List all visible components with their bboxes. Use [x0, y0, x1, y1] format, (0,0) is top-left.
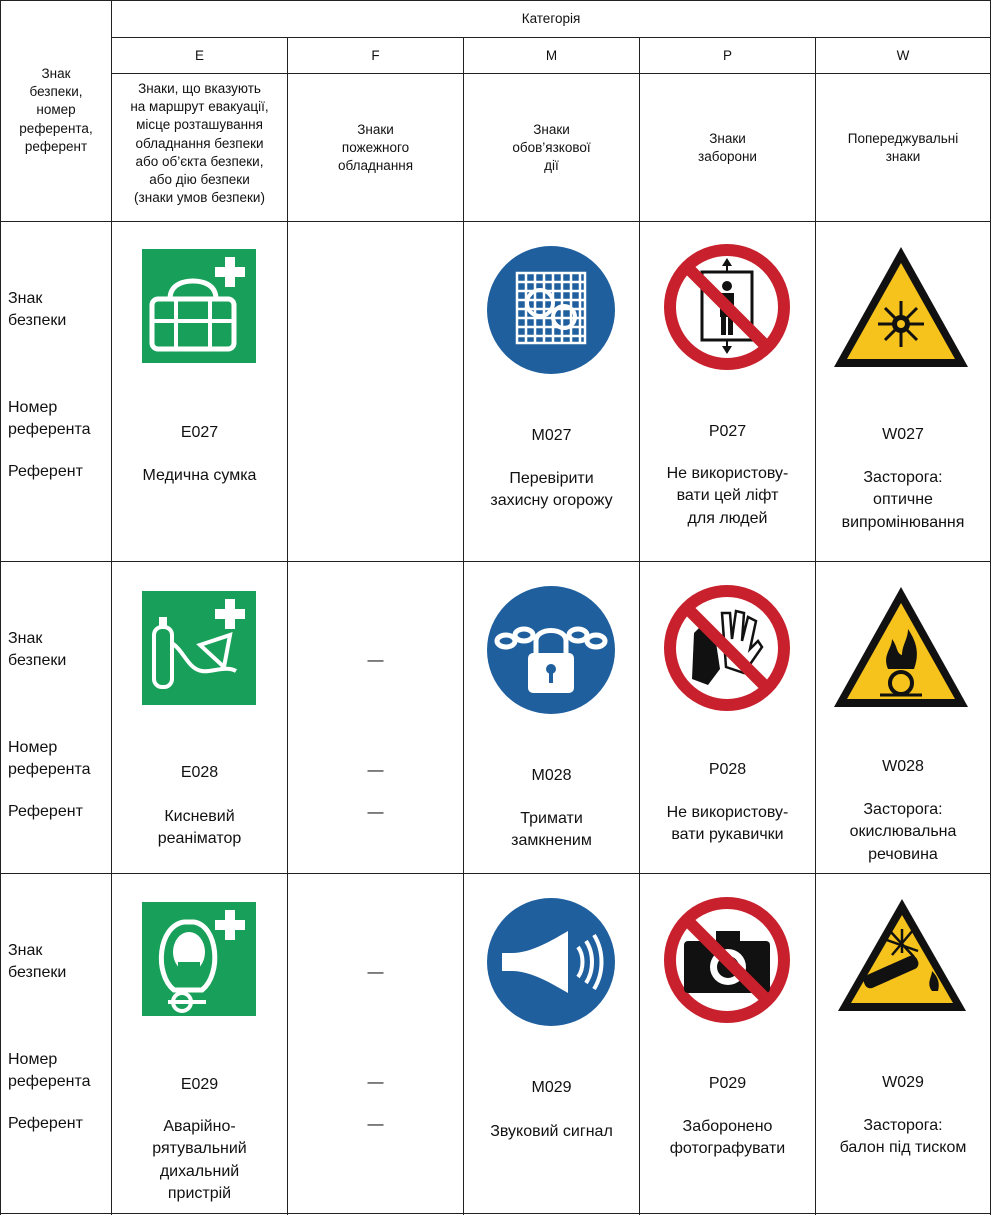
code-e029: E029 [180, 1076, 219, 1093]
border-bottom [0, 1213, 991, 1214]
code-w028: W028 [882, 758, 924, 775]
col-desc-w: Попереджувальні знаки [847, 131, 959, 165]
referent-w029: Засторога: балон під тиском [839, 1117, 967, 1157]
referent-p027: Не використову- вати цей ліфт для людей [666, 465, 789, 527]
first-col-header: Знак безпеки, номер референта, референт [19, 66, 93, 154]
code-m027: M027 [531, 427, 572, 444]
oxygen-resuscitator-icon [138, 585, 260, 710]
code-p027: P027 [708, 423, 747, 440]
f-dash-number-row2: — [367, 762, 384, 779]
border-top [0, 0, 991, 1]
code-e028: E028 [180, 764, 219, 781]
row3-label-number: Номер референта [8, 1051, 91, 1091]
referent-e028: Кисневий реаніматор [157, 808, 242, 848]
referent-e029: Аварійно- рятувальний дихальний пристрій [152, 1118, 247, 1203]
col-code-m: M [545, 48, 558, 63]
border-right [990, 0, 991, 1215]
check-guard-icon [484, 243, 618, 377]
code-w029: W029 [882, 1074, 924, 1091]
row-divider [111, 73, 991, 74]
f-dash-referent-row2: — [367, 804, 384, 821]
code-p028: P028 [708, 761, 747, 778]
no-lift-icon [662, 242, 792, 372]
oxidizing-icon [830, 583, 972, 713]
row-divider [0, 561, 991, 562]
row1-label-number: Номер референта [8, 399, 91, 439]
col-divider [815, 37, 816, 1215]
row1-label-referent: Референт [8, 463, 83, 480]
escape-breathing-icon [138, 896, 260, 1021]
code-p029: P029 [708, 1075, 747, 1092]
referent-m027: Перевірити захисну огорожу [490, 470, 613, 510]
row2-label-sign: Знак безпеки [8, 630, 67, 670]
row2-label-referent: Референт [8, 803, 83, 820]
row2-label-number: Номер референта [8, 739, 91, 779]
category-title: Категорія [521, 11, 581, 26]
row1-label-sign: Знак безпеки [8, 290, 67, 330]
horn-icon [484, 895, 618, 1029]
col-code-e: E [194, 48, 204, 63]
no-camera-icon [662, 895, 792, 1025]
f-dash-number-row3: — [367, 1074, 384, 1091]
row3-label-referent: Референт [8, 1115, 83, 1132]
col-desc-f: Знаки пожежного обладнання [337, 122, 414, 174]
referent-w028: Засторога: окислювальна речовина [849, 801, 957, 863]
referent-e027: Медична сумка [142, 467, 257, 484]
no-gloves-icon [662, 583, 792, 713]
code-m029: M029 [531, 1079, 572, 1096]
border-left [0, 0, 1, 1215]
col-desc-p: Знаки заборони [698, 131, 757, 165]
optical-radiation-icon [830, 243, 972, 373]
code-e027: E027 [180, 424, 219, 441]
f-dash-sign-row3: — [367, 964, 384, 981]
col-code-f: F [371, 48, 380, 63]
code-w027: W027 [882, 426, 924, 443]
row3-label-sign: Знак безпеки [8, 942, 67, 982]
referent-m028: Тримати замкненим [511, 810, 592, 850]
referent-m029: Звуковий сигнал [490, 1123, 613, 1140]
referent-w027: Засторога: оптичне випромінювання [841, 469, 965, 531]
f-dash-sign-row2: — [367, 652, 384, 669]
row-divider [0, 873, 991, 874]
pressure-cylinder-icon [834, 895, 970, 1017]
referent-p028: Не використову- вати рукавички [666, 804, 789, 844]
col-divider [463, 37, 464, 1215]
row-divider [0, 221, 991, 222]
col-desc-e: Знаки, що вказують на маршрут евакуації, місце розташування обладнання безпеки або об’єкта безпеки, або дію безпеки (знаки умов безпеки) [130, 81, 269, 206]
f-dash-referent-row3: — [367, 1116, 384, 1133]
padlock-icon [484, 583, 618, 717]
row-divider [111, 37, 991, 38]
col-code-p: P [722, 48, 732, 63]
code-m028: M028 [531, 767, 572, 784]
first-aid-bag-icon [138, 243, 260, 368]
col-divider [639, 37, 640, 1215]
col-code-w: W [896, 48, 910, 63]
referent-p029: Заборонено фотографувати [669, 1118, 786, 1158]
col-desc-m: Знаки обов’язкової дії [512, 122, 591, 174]
col-divider [287, 37, 288, 1215]
